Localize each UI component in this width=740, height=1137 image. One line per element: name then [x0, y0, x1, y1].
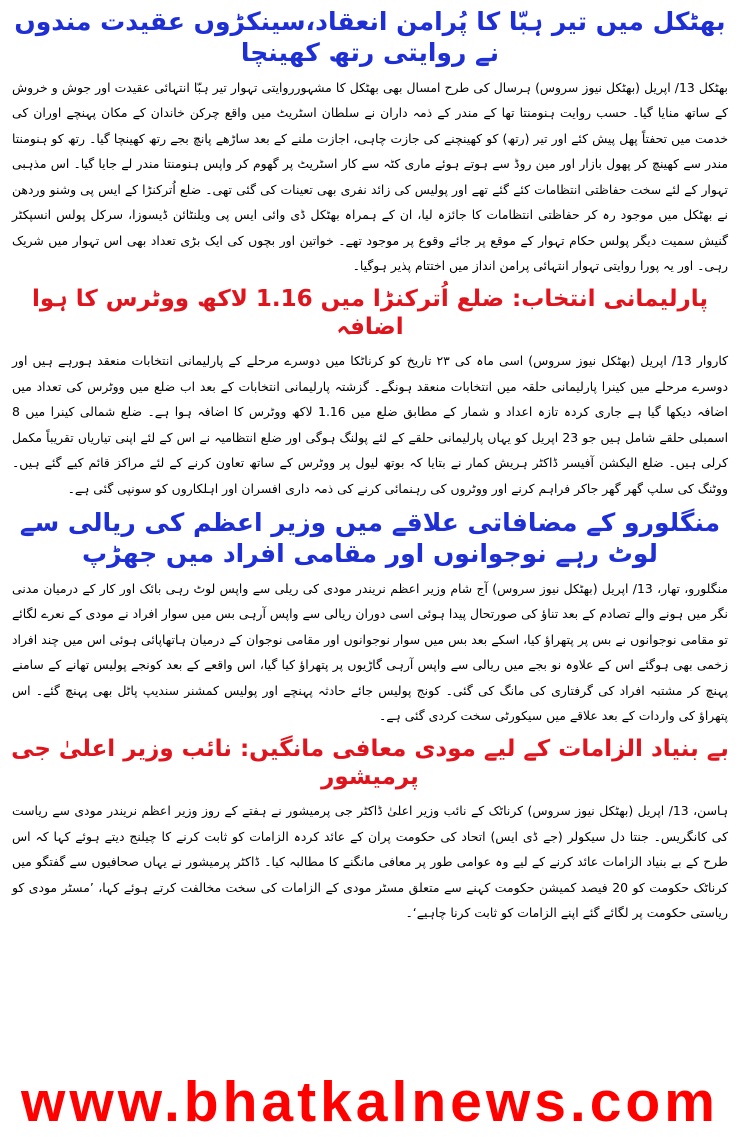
headline: پارلیمانی انتخاب: ضلع اُترکنڑا میں 1.16 لاکھ ووٹرس کا ہوا اضافہ [32, 285, 708, 341]
website-footer: www.bhatkalnews.com [21, 1070, 719, 1134]
headline: منگلورو کے مضافاتی علاقے میں وزیر اعظم کی ریالی سے لوٹ رہے نوجوانوں اور مقامی افراد میں جھڑپ [19, 508, 721, 569]
article-body: کاروار 13/ اپریل (بھٹکل نیوز سروس) اسی ماہ کی ۲۳ تاریخ کو کرناٹکا میں دوسرے مرحلے کے پارلیمانی انتخابات منعقد ہورہے ہیں اور دوسرے مرحلے میں کینرا پارلیمانی حلقہ میں انتخابات منعقد ہونگے۔ گزشتہ پارلیمانی انتخابات کے بعد اب ضلع میں ووٹرس کی تعداد میں اضافہ دیکھا گیا ہے جاری کردہ تازہ اعداد و شمار کے مطابق ضلع میں 1.16 لاکھ ووٹرس کا اضافہ ہوا ہے۔ ضلع شمالی کینرا میں 8 اسمبلی حلقے شامل ہیں جو 23 اپریل کو یہاں پارلیمانی حلقے کے لئے پولنگ ہوگی اور ضلع انتظامیہ نے اس کے لئے اپنی تیاریاں تقریباً مکمل کرلی ہیں۔ ضلع الیکشن آفیسر ڈاکٹر ہریش کمار نے بتایا کہ بوتھ لیول پر ووٹرس کے ساتھ تعاون کرنے کے لئے مراکز قائم کیے گئے ہیں۔ ووٹنگ کی سلپ گھر گھر جاکر فراہم کرنے اور ووٹروں کی رہنمائی کرنے کی ذمہ داری افسران اور اہلکاروں کو سونپی گئی ہے۔ [12, 353, 729, 496]
article-voters [10, 285, 730, 502]
article-body: بھٹکل 13/ اپریل (بھٹکل نیوز سروس) ہرسال کی طرح امسال بھی بھٹکل کا مشہورروایتی تہوار تیر ہبّا انتہائی عقیدت اور جوش و خروش کے ساتھ منایا گیا۔ حسب روایت ہنومنتا تھا کے مندر کے ذمہ داران نے سلطان اسٹریٹ میں واقع چرکن خاندان کے مکان پہنچے اوران کی خدمت میں تحفتاً پھل پیش کئے اور تیر (رتھ) کو کھینچنے کی جازت چاہی، اجازت ملنے کے بعد ساڑھے پانچ بجے رتھ کھینچا گیا۔ رتھ کو ہنومنتا مندر سے کھینچ کر پھول بازار اور مین روڈ سے ہوتے ہوئے ماری کٹہ سے کار اسٹریٹ پر گھوم کر واپس ہنومنتا مندر لے جایا گیا۔ اس مذہبی تہوار کے لئے سخت حفاظتی انتظامات کئے گئے تھے اور پولیس کی زائد نفری بھی تعینات کی گئی تھی۔ ضلع اُترکنڑا کے ایس پی وشنو وردھن نے بھٹکل میں موجود رہ کر حفاظتی انتظامات کا جائزہ لیا، ان کے ہمراہ بھٹکل ڈی وائی ایس پی ویلنٹائن ڈیسوزا، سرکل پولس انسپکٹر گنیش سمیت دیگر پولس حکام تہوار کے موقع پر جائے وقوع پر موجود تھے۔ خواتین اور بچوں کی ایک بڑی تعداد بھی اس تہوار میں شریک رہی۔ اور یہ پورا روایتی تہوار انتہائی پرامن انداز میں اختتام پذیر ہوگیا۔ [12, 79, 728, 273]
headline: بھٹکل میں تیر ہبّا کا پُرامن انعقاد،سینکڑوں عقیدت مندوں نے روایتی رتھ کھینچا [14, 7, 726, 68]
article-body: ہاسن، 13/ اپریل (بھٹکل نیوز سروس) کرناٹک کے نائب وزیر اعلیٰ ڈاکٹر جی پرمیشور نے ہفتے کے روز وزیر اعظم نریندر مودی سے ریاست کی کانگریس۔ جنتا دل سیکولر (جے ڈی ایس) اتحاد کی حکومت پران کے عائد کردہ الزامات کو ثابت کرنے کا چیلنج دیتے ہوئے کہا کہ اس طرح کے بے بنیاد الزامات عائد کرنے کے لیے وہ عوامی طور پر معافی مانگنے کا مطالبہ کیا۔ ڈاکٹر پرمیشور نے یہاں صحافیوں سے گفتگو میں کرناٹک حکومت کو 20 فیصد کمیشن حکومت کہنے سے متعلق مسٹر مودی کے الزامات کی سخت مخالفت کرتے ہوئے کہا، ’مسٹر مودی کو ریاستی حکومت پر لگائے گئے اپنے الزامات کو ثابت کرنا چاہیے‘۔ [12, 803, 728, 920]
article-teer-habba [10, 6, 730, 279]
article-parameshwar [10, 735, 730, 926]
article-mangaluru-clash [10, 507, 730, 729]
headline: بے بنیاد الزامات کے لیے مودی معافی مانگیں: نائب وزیر اعلیٰ جی پرمیشور [11, 735, 729, 791]
article-body: منگلورو، تھار، 13/ اپریل (بھٹکل نیوز سروس) آج شام وزیر اعظم نریندر مودی کی ریلی سے واپس لوٹ رہی بائک اور کار کے درمیان مدنی نگر میں ہونے والے تصادم کے بعد تناؤ کی صورتحال پیدا ہوئی اسی دوران ریالی سے واپس آرہی بس میں سوار افراد نے مودی کے نعرے لگائے تو مقامی نوجوانوں نے بس پر پتھراؤ کیا، اسکے بعد بس میں سوار نوجوانوں اور مقامی نوجوان کے درمیان ہاتھاپائی ہوئی اس میں چند افراد زخمی بھی ہوگئے اس کے علاوہ نو بجے میں ریالی سے واپس آرہی گاڑیوں پر پتھراؤ کیا گیا، اس واقعے کے بعد کونجے پولیس تھانے کے سامنے پہنچ کر مشتبہ افراد کی گرفتاری کی مانگ کی گئی۔ کونج پولیس جائے حادثہ پہنچے اور پولیس کمشنر سندیپ پاٹل بھی پہنچ گئے۔ اس پتھراؤ کی واردات کے بعد علاقے میں سیکورٹی سخت کردی گئی ہے۔ [12, 580, 728, 723]
